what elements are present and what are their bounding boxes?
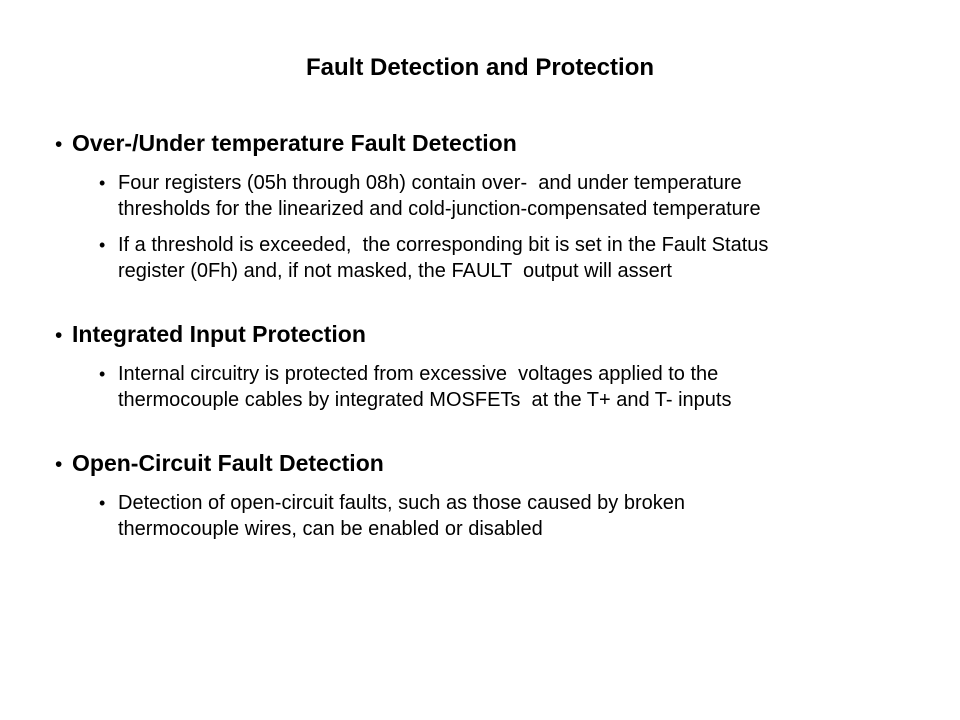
bullet-point-text — [118, 232, 768, 284]
bullet-point-line: thermocouple cables by integrated MOSFETs at the T+ and T- inputs — [118, 389, 732, 411]
bullet-point-line: If a threshold is exceeded, the corresponding bit is set in the Fault Status — [118, 234, 769, 256]
sub-bullet-icon: • — [99, 364, 106, 384]
bullet-section — [0, 449, 960, 542]
sub-bullet-icon: • — [99, 173, 106, 193]
slide-title: Fault Detection and Protection — [305, 54, 655, 81]
section-points — [0, 490, 960, 542]
sub-bullet-icon: • — [99, 493, 106, 513]
bullet-section — [0, 129, 960, 284]
section-points — [0, 170, 960, 284]
bullet-point-line: thermocouple wires, can be enabled or disabled — [118, 518, 543, 540]
bullet-point-line: Internal circuitry is protected from excessive voltages applied to the — [118, 363, 719, 385]
section-heading: Integrated Input Protection — [72, 321, 366, 347]
bullet-point — [0, 490, 960, 542]
bullet-point — [0, 170, 960, 222]
bullet-icon: • — [55, 133, 63, 156]
bullet-icon: • — [55, 324, 63, 347]
bullet-point-text — [118, 170, 761, 222]
section-heading-row — [0, 449, 960, 479]
bullet-point-line: Detection of open-circuit faults, such as those caused by broken — [118, 492, 685, 514]
bullet-point-text — [118, 361, 731, 413]
section-heading-row — [0, 320, 960, 350]
bullet-point — [0, 232, 960, 284]
bullet-point — [0, 361, 960, 413]
sub-bullet-icon: • — [99, 235, 106, 255]
bullet-point-line: thresholds for the linearized and cold-junction-compensated temperature — [118, 198, 761, 220]
section-heading: Over-/Under temperature Fault Detection — [72, 130, 517, 156]
section-heading: Open-Circuit Fault Detection — [72, 450, 384, 476]
bullet-icon: • — [55, 453, 63, 476]
section-points — [0, 361, 960, 413]
bullet-section — [0, 320, 960, 413]
bullet-point-line: register (0Fh) and, if not masked, the FAULT output will assert — [118, 260, 672, 282]
bullet-point-line: Four registers (05h through 08h) contain over- and under temperature — [118, 172, 742, 194]
slide-content — [0, 129, 960, 542]
bullet-point-text — [118, 490, 685, 542]
section-heading-row — [0, 129, 960, 159]
